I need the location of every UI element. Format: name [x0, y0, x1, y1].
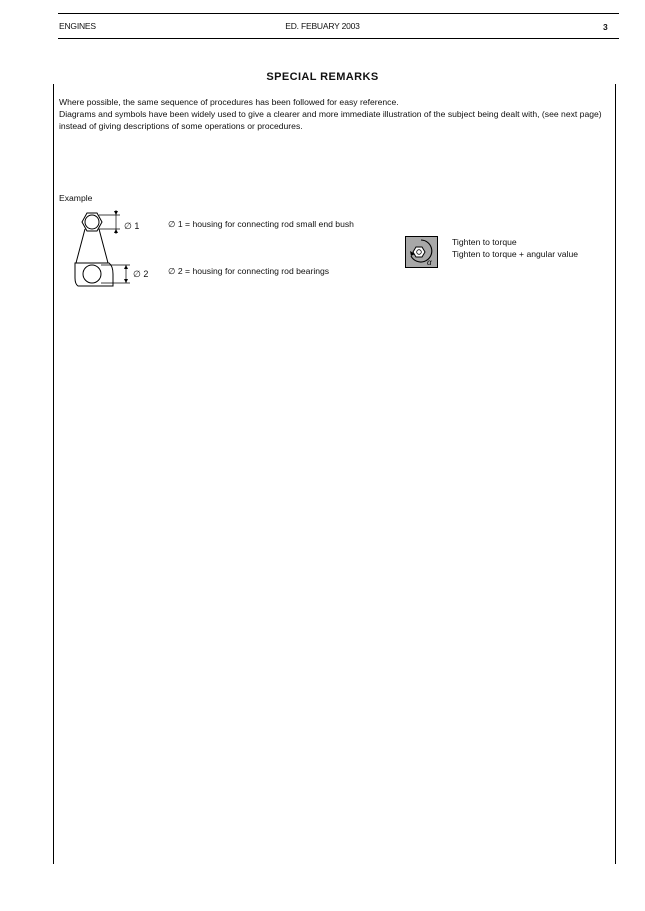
dimension-mark-1: ∅ 1 [124, 221, 140, 231]
torque-label-2: Tighten to torque + angular value [452, 249, 579, 259]
header-edition: ED. FEBUARY 2003 [285, 21, 360, 31]
right-border [615, 84, 616, 864]
header-page-number: 3 [603, 22, 608, 32]
intro-line-2: Diagrams and symbols have been widely used to give a clearer and more immediate illustration of the subject being dealt with, (see next page) instead of giving descriptions of some operations or procedures. [59, 109, 602, 131]
intro-line-1: Where possible, the same sequence of procedures has been followed for easy reference. [59, 97, 399, 107]
header-bottom-rule [58, 38, 619, 39]
left-border [53, 84, 54, 864]
dimension-2-description: ∅ 2 = housing for connecting rod bearings [168, 266, 330, 276]
page-title: SPECIAL REMARKS [266, 71, 379, 83]
torque-label-1: Tighten to torque [452, 237, 517, 247]
header-section: ENGINES [59, 21, 96, 31]
header-top-rule [58, 13, 619, 14]
torque-angle-icon [405, 236, 438, 268]
dimension-mark-2: ∅ 2 [133, 269, 149, 279]
example-label: Example [59, 193, 93, 203]
angle-symbol-letter: α [427, 258, 432, 267]
connecting-rod-diagram [70, 208, 160, 298]
dimension-1-description: ∅ 1 = housing for connecting rod small end bush [168, 219, 354, 229]
